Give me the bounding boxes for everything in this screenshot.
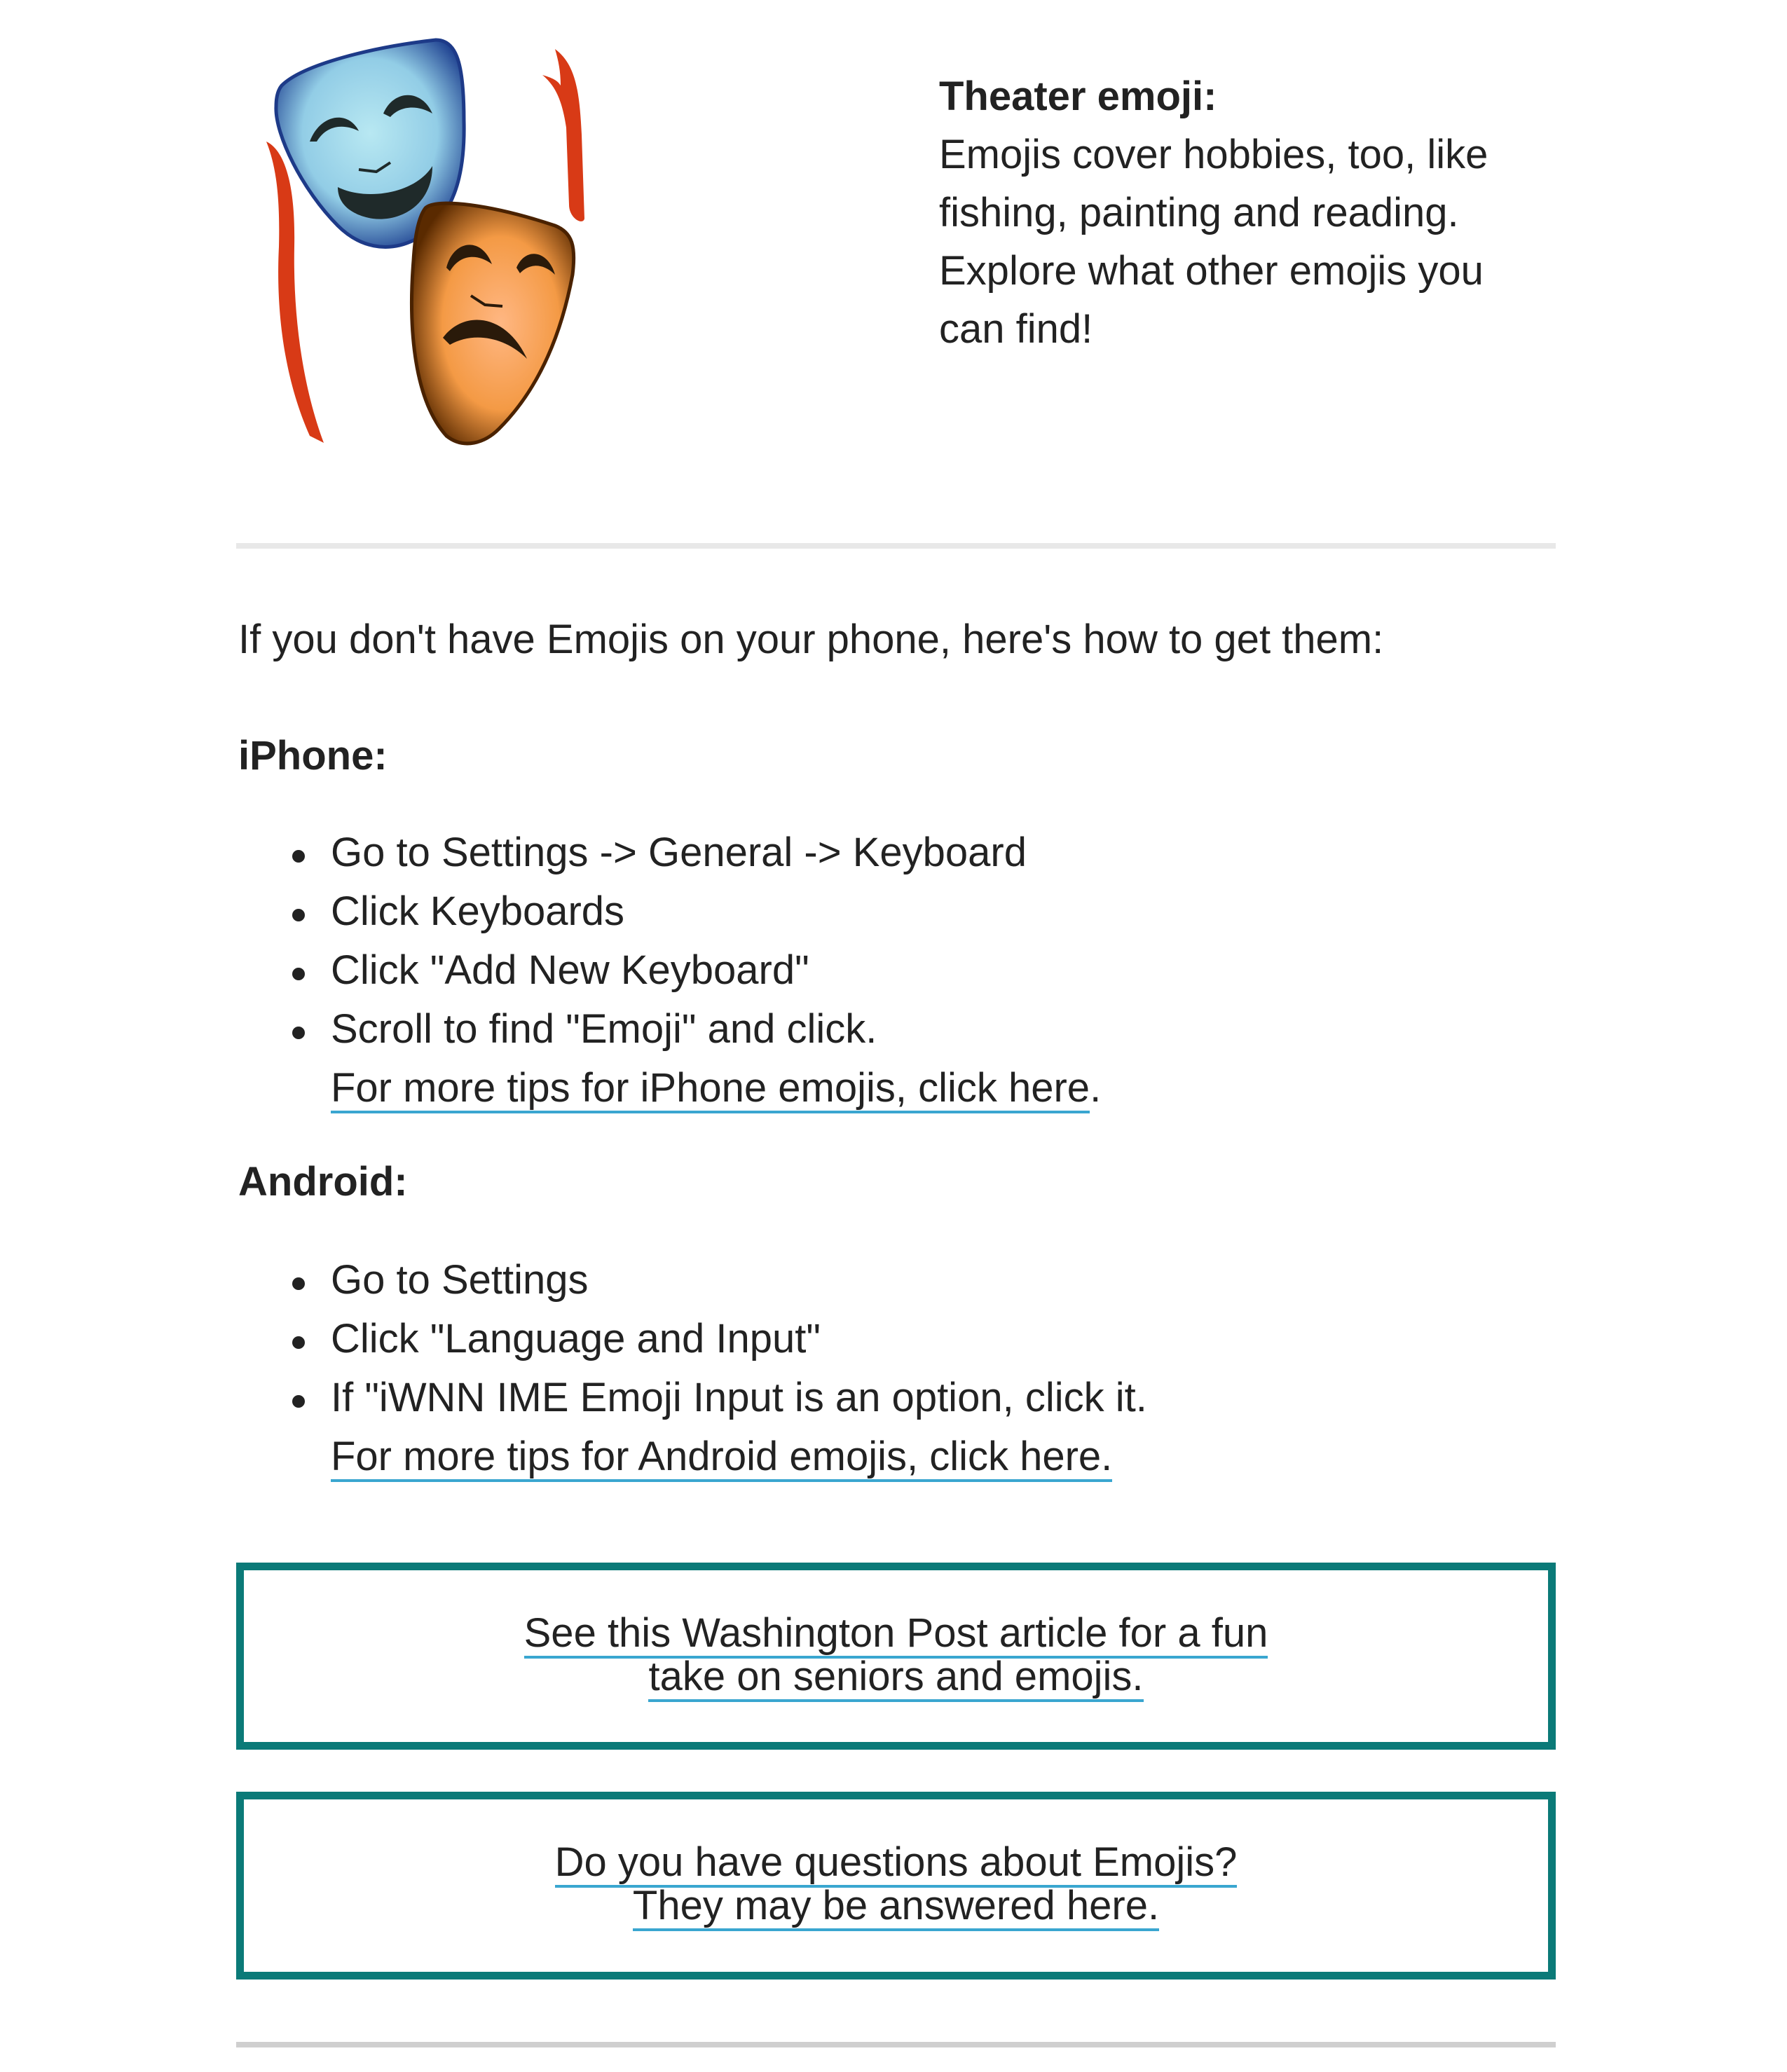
list-item <box>280 941 1101 1000</box>
android-tips-link[interactable]: For more tips for Android emojis, click here. <box>331 1434 1112 1482</box>
list-item <box>280 823 1101 882</box>
section-divider <box>236 543 1556 549</box>
iphone-tip <box>280 1059 1101 1118</box>
list-item <box>280 1310 1147 1368</box>
list-item <box>280 1368 1147 1427</box>
step-text: Click Keyboards <box>331 889 625 934</box>
step-text: If "iWNN IME Emoji Input is an option, click it. <box>331 1375 1147 1420</box>
android-tip <box>280 1427 1147 1486</box>
iphone-heading: iPhone: <box>238 733 388 778</box>
android-steps-list <box>280 1251 1147 1427</box>
android-steps-block <box>280 1251 1147 1486</box>
emoji-questions-link[interactable]: Do you have questions about Emojis? <box>555 1839 1238 1888</box>
intro-line: can find! <box>939 306 1093 352</box>
emoji-questions-link-cont[interactable]: They may be answered here. <box>633 1883 1159 1931</box>
bullet-icon <box>292 1027 305 1039</box>
callout-text <box>244 1612 1548 1699</box>
howto-lead: If you don't have Emojis on your phone, here's how to get them: <box>238 617 1384 662</box>
tip-suffix: . <box>1090 1065 1102 1111</box>
bullet-icon <box>292 1395 305 1408</box>
bullet-icon <box>292 1336 305 1349</box>
right-ribbon <box>542 49 584 221</box>
android-heading: Android: <box>238 1159 408 1205</box>
iphone-tips-link[interactable]: For more tips for iPhone emojis, click here <box>331 1065 1090 1113</box>
step-text: Go to Settings -> General -> Keyboard <box>331 830 1027 875</box>
step-text: Go to Settings <box>331 1257 589 1303</box>
iphone-steps-block <box>280 823 1101 1118</box>
emoji-questions-callout <box>236 1792 1556 1980</box>
theater-masks-icon <box>261 36 681 457</box>
callout-text <box>244 1841 1548 1928</box>
step-text: Scroll to find "Emoji" and click. <box>331 1006 877 1052</box>
footer-divider <box>236 2042 1556 2047</box>
washington-post-callout <box>236 1563 1556 1750</box>
step-text: Click "Language and Input" <box>331 1316 821 1361</box>
bullet-icon <box>292 850 305 863</box>
washington-post-link-cont[interactable]: take on seniors and emojis. <box>648 1654 1143 1702</box>
intro-text <box>939 67 1488 358</box>
list-item <box>280 882 1101 941</box>
theater-masks-image <box>261 36 681 457</box>
intro-title: Theater emoji: <box>939 74 1217 119</box>
intro-line: fishing, painting and reading. <box>939 190 1459 235</box>
washington-post-link[interactable]: See this Washington Post article for a fun <box>524 1610 1268 1659</box>
intro-line: Explore what other emojis you <box>939 248 1484 294</box>
bullet-icon <box>292 909 305 921</box>
intro-line: Emojis cover hobbies, too, like <box>939 132 1488 177</box>
bullet-icon <box>292 968 305 980</box>
bullet-icon <box>292 1277 305 1290</box>
step-text: Click "Add New Keyboard" <box>331 947 809 993</box>
iphone-steps-list <box>280 823 1101 1059</box>
list-item <box>280 1251 1147 1310</box>
list-item <box>280 1000 1101 1059</box>
